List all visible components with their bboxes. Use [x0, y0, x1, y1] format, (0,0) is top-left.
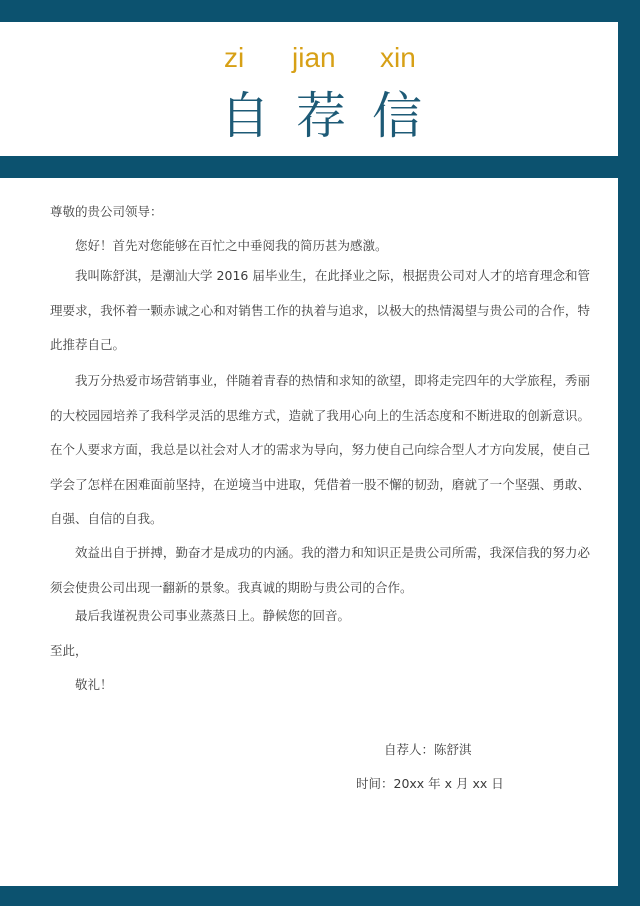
pinyin-zi: zi	[224, 42, 245, 73]
paragraph-2: 我万分热爱市场营销事业，伴随着青春的热情和求知的欲望，即将走完四年的大学旅程，秀丽的大校园园培养了我科学灵活的思维方式，造就了我用心向上的生活态度和不断进取的创新意识。在个人要求方面，我总是以社会对人才的需求为导向，努力使自己向综合型人才方向发展，使自己学会了怎样在困难面前坚持，在逆境当中进取，凭借着一股不懈的韧劲，磨就了一个坚强、勇敢、自强、自信的自我。	[50, 373, 590, 526]
closing-line: 至此，	[50, 643, 88, 658]
salutation: 尊敬的贵公司领导：	[50, 204, 163, 219]
signature: 自荐人：陈舒淇	[384, 742, 472, 757]
paragraph-4: 最后我谨祝贵公司事业蒸蒸日上。静候您的回音。	[75, 608, 351, 623]
title-char-jian: 荐	[296, 87, 346, 145]
title-char-zi: 自	[220, 87, 270, 145]
letter-panel	[0, 178, 618, 886]
title-char-xin: 信	[372, 87, 422, 145]
closing-salute: 敬礼！	[75, 677, 113, 692]
page-title	[0, 76, 618, 145]
greeting: 您好！首先对您能够在百忙之中垂阅我的简历甚为感激。	[75, 238, 388, 253]
paragraph-3: 效益出自于拼搏，勤奋才是成功的内涵。我的潜力和知识正是贵公司所需，我深信我的努力必须会使贵公司出现一翻新的景象。我真诚的期盼与贵公司的合作。	[50, 545, 590, 595]
letter-date: 时间：20xx 年 x 月 xx 日	[356, 776, 504, 791]
title-pinyin	[0, 42, 618, 78]
paragraph-1: 我叫陈舒淇，是潮汕大学 2016 届毕业生，在此择业之际，根据贵公司对人才的培育理念和管理要求，我怀着一颗赤诚之心和对销售工作的执着与追求，以极大的热情渴望与贵公司的合作，特此推荐自己。	[50, 268, 590, 352]
pinyin-jian: jian	[292, 42, 336, 73]
pinyin-xin: xin	[380, 42, 416, 73]
